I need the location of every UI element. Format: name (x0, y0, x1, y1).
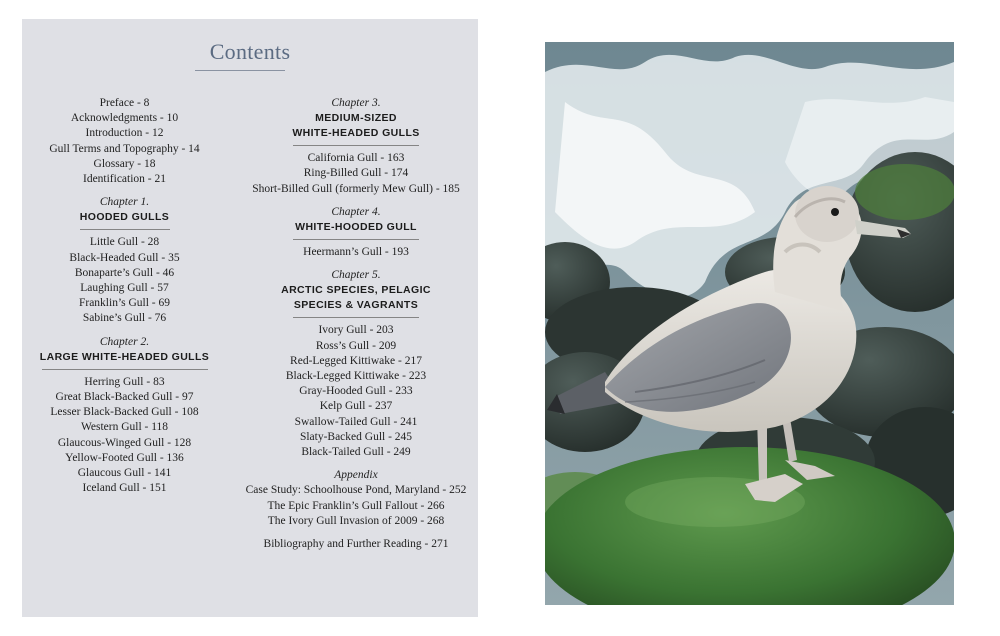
gull-head (795, 186, 859, 242)
chapter-2-section (32, 335, 217, 497)
toc-entry[interactable]: Ring-Billed Gull - 174 (303, 167, 409, 180)
toc-entry[interactable]: Glossary - 18 (93, 157, 156, 170)
toc-entry[interactable]: California Gull - 163 (307, 152, 405, 165)
toc-entry[interactable]: Swallow-Tailed Gull - 241 (294, 415, 418, 428)
gull-photo (545, 42, 954, 605)
toc-entry[interactable]: Heermann’s Gull - 193 (303, 246, 409, 259)
toc-entry[interactable]: Herring Gull - 83 (84, 375, 165, 388)
toc-entry[interactable]: Red-Legged Kittiwake - 217 (290, 354, 422, 367)
appendix-label: Appendix (334, 469, 378, 482)
chapter-divider (293, 145, 419, 146)
chapter-label: Chapter 3. (331, 97, 381, 109)
toc-entry[interactable]: Yellow-Footed Gull - 136 (65, 451, 184, 464)
toc-entry[interactable]: Bibliography and Further Reading - 271 (263, 538, 449, 551)
gull-on-rock-illustration (545, 42, 954, 605)
toc-left-column (32, 96, 217, 496)
toc-entry[interactable]: Laughing Gull - 57 (80, 282, 169, 295)
toc-entry[interactable]: Black-Headed Gull - 35 (69, 251, 180, 264)
chapter-divider (293, 239, 419, 240)
contents-title: Contents (209, 39, 291, 64)
toc-entry[interactable]: Franklin’s Gull - 69 (78, 297, 171, 310)
toc-entry[interactable]: Sabine’s Gull - 76 (82, 312, 167, 325)
toc-entry[interactable]: Glaucous-Winged Gull - 128 (57, 436, 192, 449)
toc-entry[interactable]: Glaucous Gull - 141 (77, 467, 172, 480)
chapter-3-section (236, 96, 476, 197)
chapter-5-section (236, 268, 476, 460)
chapter-1-section (32, 195, 217, 326)
toc-right-column (236, 96, 476, 552)
chapter-divider (293, 317, 419, 318)
chapter-title[interactable]: MEDIUM-SIZED (315, 112, 397, 125)
toc-entry[interactable]: Identification - 21 (82, 173, 167, 186)
toc-entry[interactable]: Introduction - 12 (85, 127, 164, 140)
chapter-divider (80, 229, 170, 230)
contents-page (22, 19, 478, 617)
chapter-title[interactable]: HOODED GULLS (79, 211, 170, 224)
toc-entry[interactable]: Bonaparte’s Gull - 46 (74, 266, 175, 279)
chapter-title[interactable]: WHITE-HEADED GULLS (292, 127, 420, 140)
chapter-label: Chapter 5. (331, 269, 381, 282)
toc-entry[interactable]: Little Gull - 28 (89, 236, 160, 249)
chapter-title[interactable]: LARGE WHITE-HEADED GULLS (39, 350, 210, 363)
chapter-title[interactable]: ARCTIC SPECIES, PELAGIC (281, 284, 431, 297)
toc-entry[interactable]: Lesser Black-Backed Gull - 108 (50, 406, 199, 419)
front-matter-list (32, 96, 217, 187)
toc-entry[interactable]: The Ivory Gull Invasion of 2009 - 268 (267, 514, 445, 527)
chapter-label: Chapter 1. (99, 196, 150, 209)
toc-entry[interactable]: Short-Billed Gull (formerly Mew Gull) - 185 (252, 182, 460, 195)
toc-entry[interactable]: Kelp Gull - 237 (319, 400, 393, 413)
chapter-title[interactable]: WHITE-HOODED GULL (295, 221, 417, 234)
toc-entry[interactable]: Western Gull - 118 (80, 421, 169, 434)
chapter-4-section (236, 205, 476, 260)
moss-patch (855, 164, 954, 220)
toc-entry[interactable]: Acknowledgments - 10 (70, 112, 179, 125)
toc-entry[interactable]: Great Black-Backed Gull - 97 (55, 391, 194, 404)
chapter-divider (42, 369, 208, 370)
appendix-section (236, 468, 476, 552)
toc-entry[interactable]: Iceland Gull - 151 (82, 482, 167, 495)
toc-entry[interactable]: Slaty-Backed Gull - 245 (299, 430, 413, 443)
chapter-label: Chapter 2. (99, 335, 150, 348)
gull-eye (831, 208, 839, 216)
toc-entry[interactable]: Gull Terms and Topography - 14 (49, 142, 200, 155)
toc-entry[interactable]: The Epic Franklin’s Gull Fallout - 266 (267, 499, 445, 512)
chapter-title[interactable]: SPECIES & VAGRANTS (293, 299, 419, 312)
title-divider (195, 70, 285, 71)
spacer (236, 529, 476, 537)
toc-entry[interactable]: Case Study: Schoolhouse Pond, Maryland - 252 (245, 484, 467, 497)
chapter-label: Chapter 4. (331, 205, 381, 218)
toc-entry[interactable]: Ross’s Gull - 209 (315, 339, 397, 352)
toc-entry[interactable]: Gray-Hooded Gull - 233 (299, 385, 413, 398)
toc-entry[interactable]: Ivory Gull - 203 (318, 324, 394, 337)
toc-entry[interactable]: Black-Tailed Gull - 249 (301, 446, 411, 459)
toc-entry[interactable]: Black-Legged Kittiwake - 223 (285, 370, 427, 383)
toc-entry[interactable]: Preface - 8 (99, 97, 150, 109)
